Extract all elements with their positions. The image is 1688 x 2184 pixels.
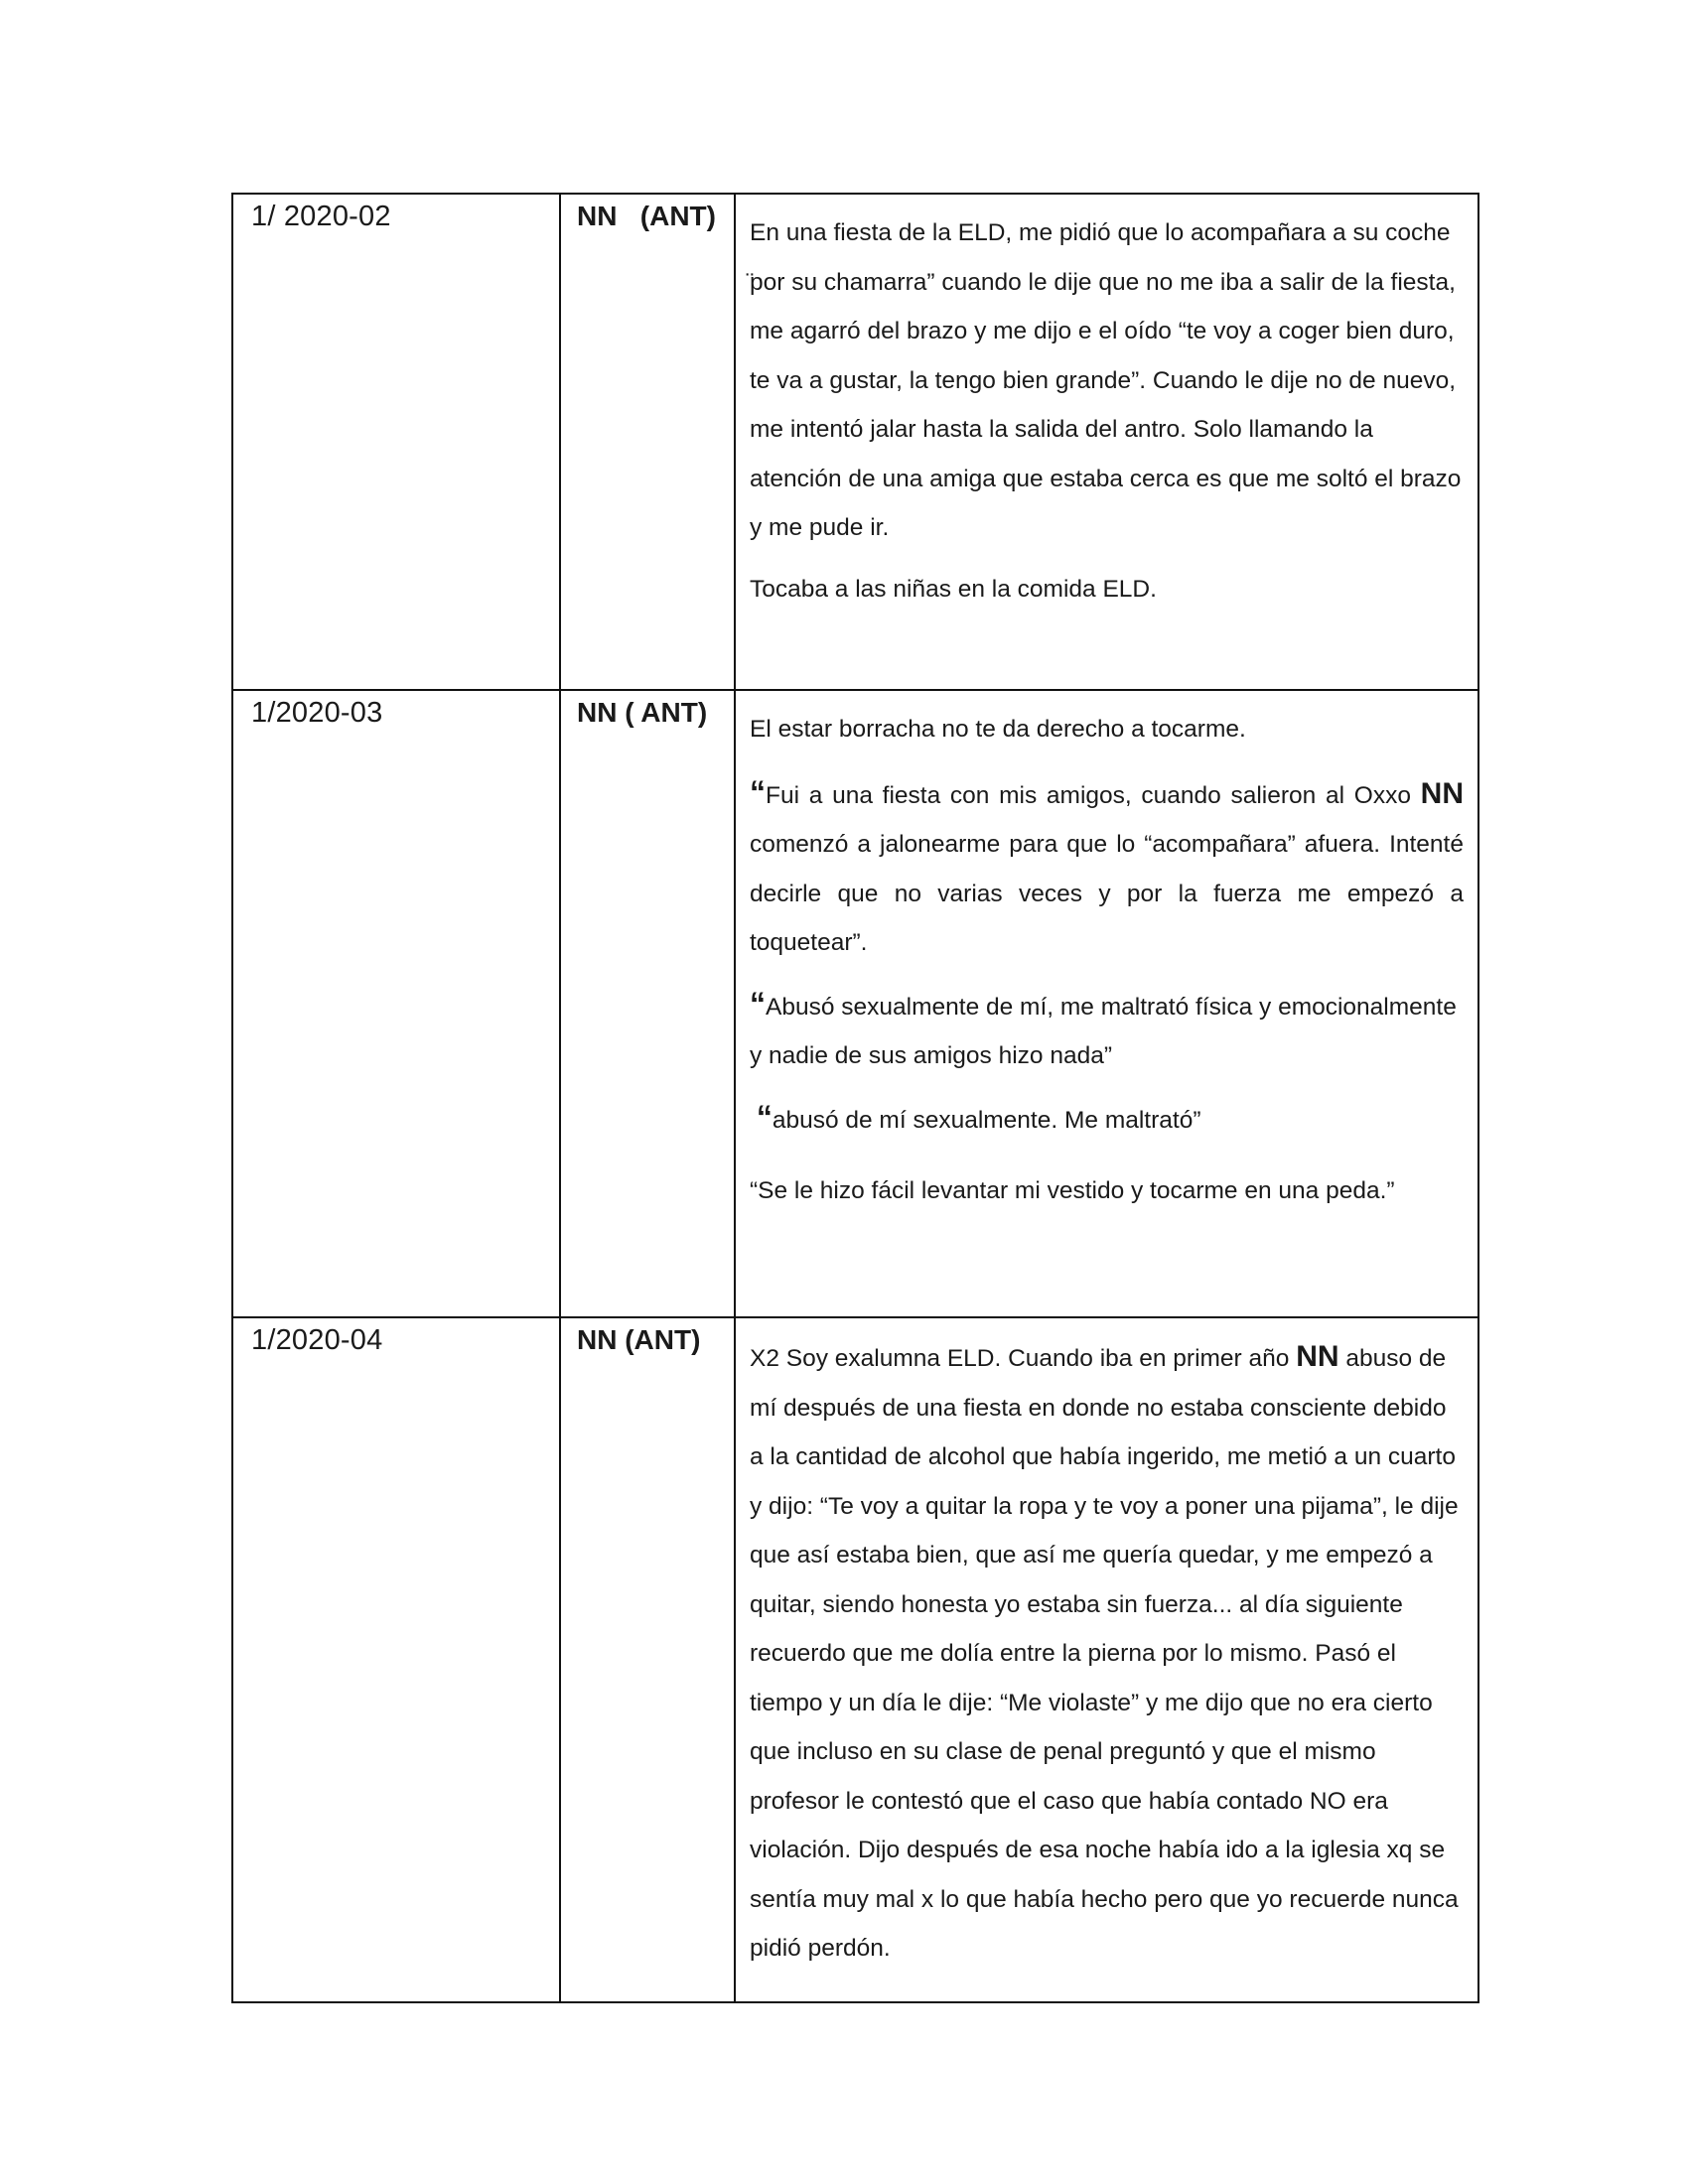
records-table xyxy=(231,193,1479,2003)
description-paragraph xyxy=(750,980,1464,1081)
description-text: comenzó a jalonearme para que lo “acompañara” afuera. Intenté decirle que no varias veces y por la fuerza me empezó a toquetear”. xyxy=(750,831,1464,956)
description-paragraph: Tocaba a las niñas en la comida ELD. xyxy=(750,575,1157,603)
quote-mark: “ xyxy=(750,773,766,810)
record-name: NN ( ANT) xyxy=(560,690,735,1317)
description-text: Fui a una fiesta con mis amigos, cuando salieron al Oxxo xyxy=(766,781,1411,809)
description-text: abusó de mí sexualmente. Me maltrató” xyxy=(772,1106,1201,1134)
record-name: NN (ANT) xyxy=(560,194,735,690)
name-mark: NN xyxy=(1420,776,1465,810)
quote-mark: “ xyxy=(750,985,766,1022)
description-paragraph: El estar borracha no te da derecho a tocarme. xyxy=(750,716,1246,743)
record-name: NN (ANT) xyxy=(560,1317,735,2002)
description-paragraph: En una fiesta de la ELD, me pidió que lo acompañara a su coche ̈por su chamarra” cuando le dije que no me iba a salir de la fiesta, me agarró del brazo y me dijo e el oído “te voy a coger bien duro, te va a gustar, la tengo bien grande”. Cuando le dije no de nuevo, me intentó jalar hasta la salida del antro. Solo llamando la atención de una amiga que estaba cerca es que me soltó el brazo y me pude ir. xyxy=(750,219,1462,541)
table-row xyxy=(232,1317,1478,2002)
description-paragraph xyxy=(750,768,1464,968)
description-paragraph xyxy=(750,1093,1464,1146)
description-paragraph xyxy=(750,1332,1464,1974)
table-row xyxy=(232,690,1478,1317)
description-text: Abusó sexualmente de mí, me maltrató física y emocionalmente y nadie de sus amigos hizo nada” xyxy=(750,993,1457,1069)
description-text: X2 Soy exalumna ELD. Cuando iba en primer año xyxy=(750,1345,1290,1372)
name-mark: NN xyxy=(1296,1340,1339,1373)
record-id: 1/2020-03 xyxy=(232,690,560,1317)
quote-mark: “ xyxy=(756,1098,773,1135)
record-id: 1/ 2020-02 xyxy=(232,194,560,690)
description-paragraph: “Se le hizo fácil levantar mi vestido y tocarme en una peda.” xyxy=(750,1177,1395,1204)
description-text: abuso de mí después de una fiesta en donde no estaba consciente debido a la cantidad de alcohol que había ingerido, me metió a un cuarto y dijo: “Te voy a quitar la ropa y te voy a poner una pijama”, le dije que así estaba bien, que así me quería quedar, y me empezó a quitar, siendo honesta yo estaba sin fuerza... al día siguiente recuerdo que me dolía entre la pierna por lo mismo. Pasó el tiempo y un día le dije: “Me violaste” y me dijo que no era cierto que incluso en su clase de penal preguntó y que el mismo profesor le contestó que el caso que había contado NO era violación. Dijo después de esa noche había ido a la iglesia xq se sentía muy mal x lo que había hecho pero que yo recuerde nunca pidió perdón. xyxy=(750,1345,1459,1962)
record-description xyxy=(735,1317,1478,2002)
record-id: 1/2020-04 xyxy=(232,1317,560,2002)
table-row xyxy=(232,194,1478,690)
record-description xyxy=(735,194,1478,690)
record-description xyxy=(735,690,1478,1317)
